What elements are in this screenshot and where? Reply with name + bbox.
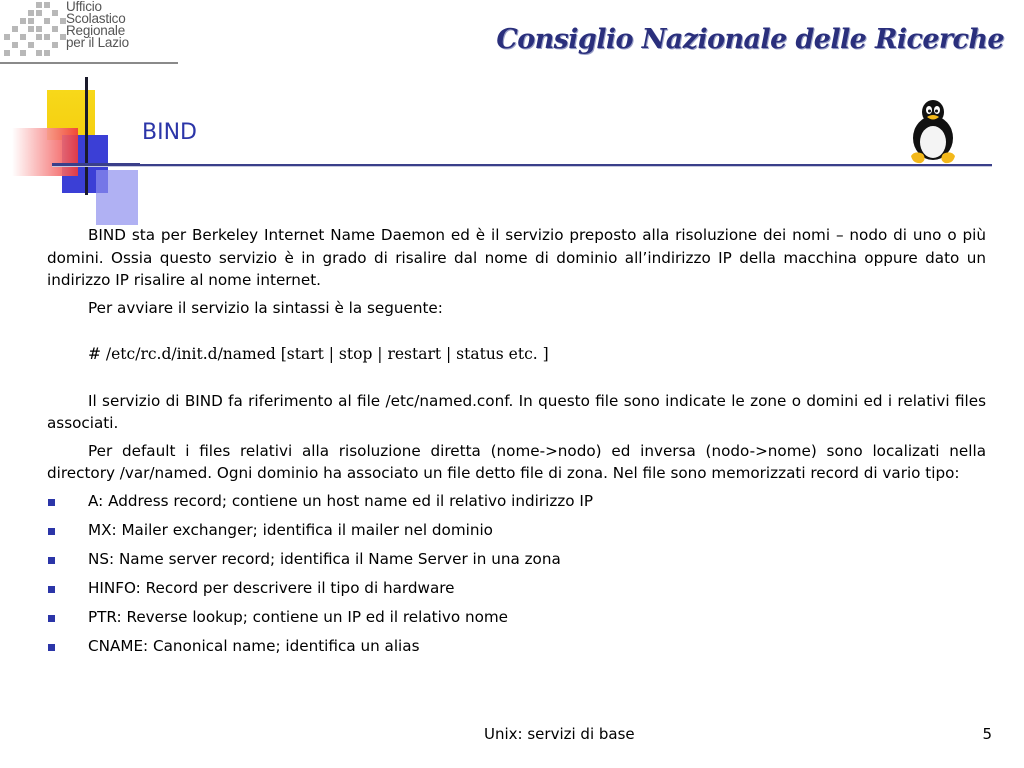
- logo-mosaic: [0, 0, 72, 64]
- logo-line: per il Lazio: [66, 35, 129, 50]
- footer-title: Unix: servizi di base: [484, 725, 635, 743]
- page-number: 5: [982, 725, 992, 743]
- blue-light-block: [96, 170, 138, 225]
- vertical-line: [85, 77, 88, 195]
- paragraph: Per avviare il servizio la sintassi è la seguente:: [88, 298, 443, 317]
- square-bullet-icon: [48, 586, 55, 593]
- square-bullet-icon: [48, 615, 55, 622]
- linux-tux-icon: [905, 98, 961, 164]
- list-item: [47, 577, 986, 606]
- paragraph: Per default i files relativi alla risoluzione diretta (nome->nodo) ed inversa (nodo->nome) sono localizati nella directory /var/named. Ogni dominio ha associato un file detto file di zona. Nel file sono memorizzati record di vario tipo:: [47, 441, 986, 482]
- logo-line: Scolastico: [66, 11, 126, 26]
- list-item-text: MX: Mailer exchanger; identifica il mailer nel dominio: [88, 520, 493, 539]
- logo-text: [66, 1, 178, 49]
- decorative-squares: [0, 75, 140, 225]
- red-square: [12, 128, 78, 176]
- list-item-text: PTR: Reverse lookup; contiene un IP ed il relativo nome: [88, 607, 509, 626]
- square-bullet-icon: [48, 644, 55, 651]
- square-bullet-icon: [48, 528, 55, 535]
- list-item-text: HINFO: Record per descrivere il tipo di hardware: [88, 578, 455, 597]
- square-bullet-icon: [48, 557, 55, 564]
- paragraph: BIND sta per Berkeley Internet Name Daemon ed è il servizio preposto alla risoluzione dei nomi – nodo di uno o più domini. Ossia questo servizio è in grado di risalire dal nome di dominio all’indirizzo IP della macchina oppure dato un indirizzo IP risalire al nome internet.: [47, 226, 986, 289]
- list-item-text: A: Address record; contiene un host name ed il relativo indirizzo IP: [88, 491, 594, 510]
- logo-line: Ufficio: [66, 0, 102, 14]
- logo-divider: [0, 62, 178, 64]
- record-type-list: [47, 490, 986, 664]
- logo-line: Regionale: [66, 23, 125, 38]
- title-rule: [52, 164, 992, 166]
- command-line: # /etc/rc.d/init.d/named [start | stop | restart | status etc. ]: [88, 345, 549, 363]
- list-item: [47, 519, 986, 548]
- slide-body: [47, 224, 986, 664]
- cnr-logo-text: Consiglio Nazionale delle Ricerche: [496, 24, 1004, 55]
- ufficio-scolastico-logo: [0, 0, 178, 64]
- square-bullet-icon: [48, 499, 55, 506]
- list-item: [47, 606, 986, 635]
- list-item: [47, 635, 986, 664]
- list-item: [47, 548, 986, 577]
- paragraph: Il servizio di BIND fa riferimento al file /etc/named.conf. In questo file sono indicate le zone o domini ed i relativi files associati.: [47, 391, 986, 432]
- slide-title: BIND: [142, 120, 197, 145]
- list-item-text: CNAME: Canonical name; identifica un alias: [88, 636, 420, 655]
- list-item: [47, 490, 986, 519]
- list-item-text: NS: Name server record; identifica il Name Server in una zona: [88, 549, 561, 568]
